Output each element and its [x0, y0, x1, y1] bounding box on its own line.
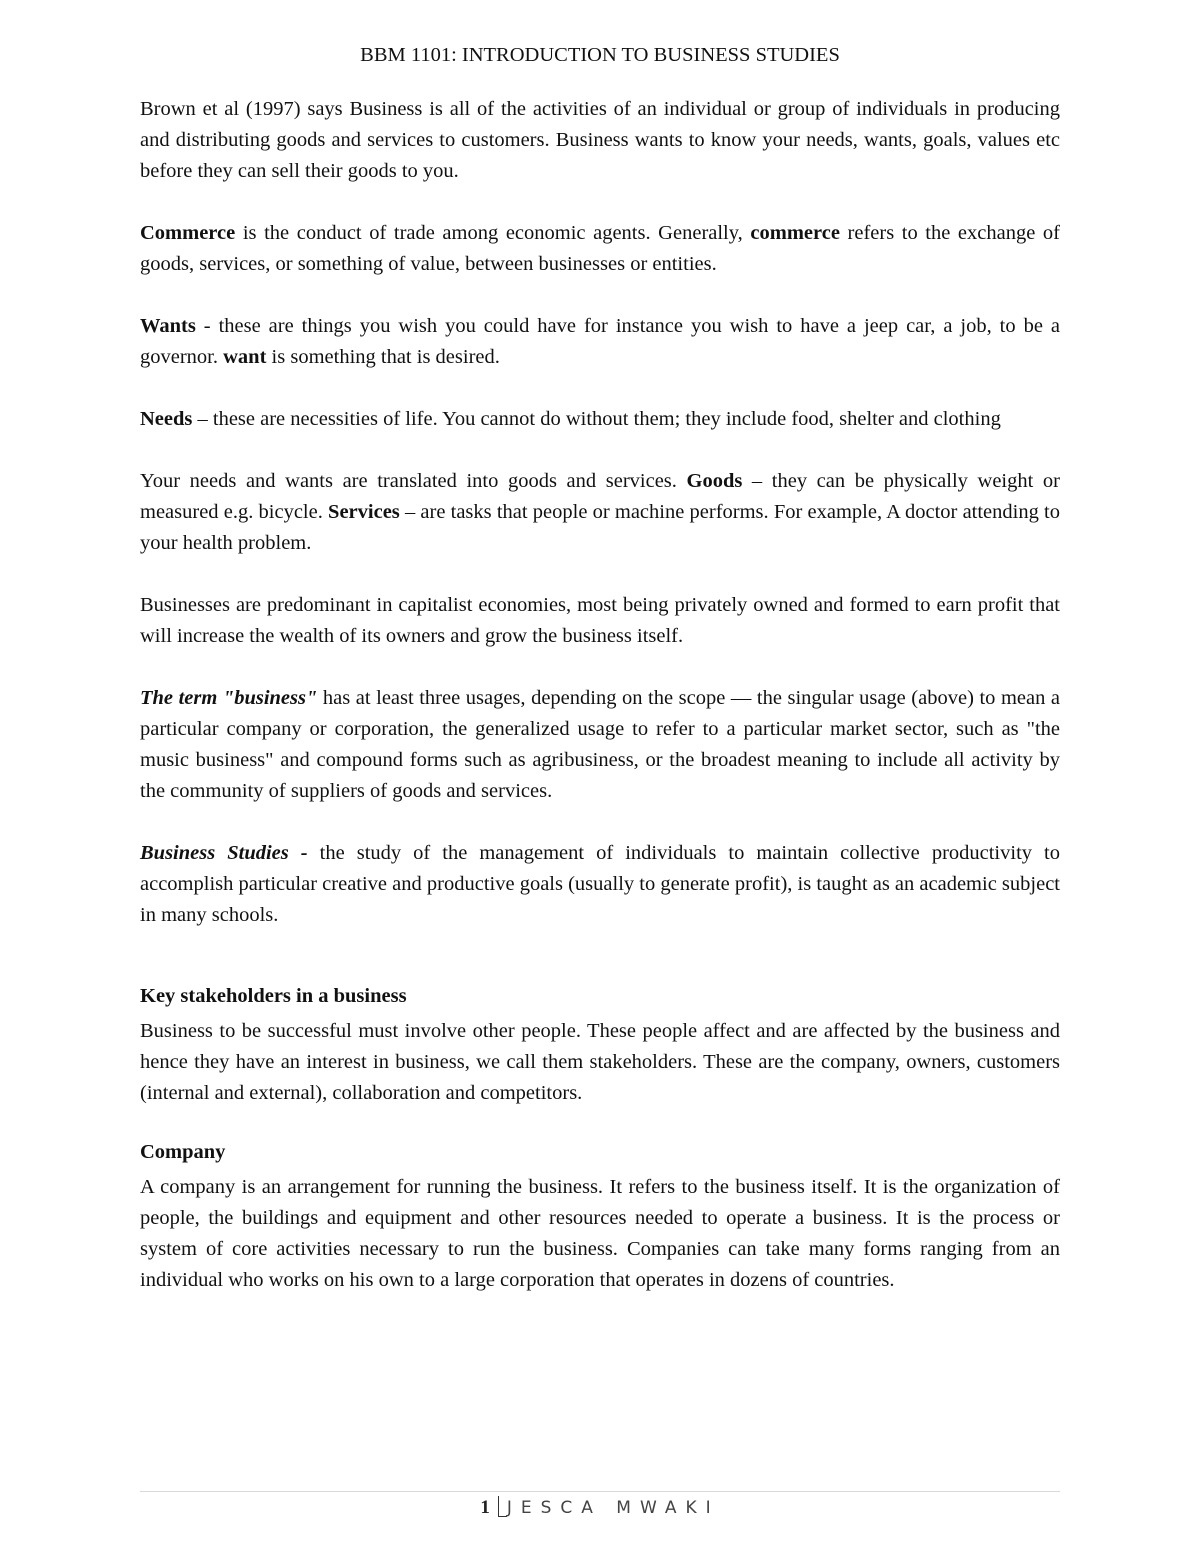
stakeholders-heading: Key stakeholders in a business — [140, 985, 407, 1007]
page-number: 1 — [480, 1497, 490, 1518]
footer-divider — [140, 1491, 1060, 1492]
goods-services-text-1: Your needs and wants are translated into goods and services. — [140, 470, 687, 492]
spacer — [140, 1109, 1060, 1137]
business-studies-text: the study of the management of individuals to maintain collective productivity to accomplish particular creative and productive goals (usually to generate profit), is taught as an academic subject in many schools. — [140, 842, 1060, 926]
needs-paragraph — [140, 404, 1060, 435]
commerce-text-2: refers to the exchange of goods, services, or something of value, between businesses or entities. — [140, 222, 1060, 275]
wants-text-2: is something that is desired. — [266, 346, 500, 368]
goods-services-text-2: – they can be physically weight or measured e.g. bicycle. — [140, 470, 1060, 523]
goods-services-paragraph — [140, 466, 1060, 559]
commerce-paragraph — [140, 218, 1060, 280]
company-heading: Company — [140, 1141, 226, 1163]
business-studies-paragraph — [140, 838, 1060, 931]
term-business-term: The term "business" — [140, 687, 318, 709]
document-page — [140, 40, 1060, 1296]
needs-text: – these are necessities of life. You cannot do without them; they include food, shelter and clothing — [192, 408, 1001, 430]
goods-services-text-3: – are tasks that people or machine performs. For example, A doctor attending to your health problem. — [140, 501, 1060, 554]
want-term: want — [223, 346, 267, 368]
goods-term: Goods — [686, 470, 743, 492]
term-business-paragraph — [140, 683, 1060, 807]
page-footer — [0, 1493, 1200, 1523]
term-business-text: has at least three usages, depending on the scope — the singular usage (above) to mean a particular company or corporation, the generalized usage to refer to a particular market sector, such as "the music business" and compound forms such as agribusiness, or the broadest meaning to include all activity by the community of suppliers of goods and services. — [140, 687, 1060, 802]
commerce-term-2: commerce — [750, 222, 840, 244]
businesses-paragraph: Businesses are predominant in capitalist economies, most being privately owned and formed to earn profit that will increase the wealth of its owners and grow the business itself. — [140, 594, 1060, 647]
wants-paragraph — [140, 311, 1060, 373]
intro-paragraph: Brown et al (1997) says Business is all of the activities of an individual or group of individuals in producing and distributing goods and services to customers. Business wants to know your needs, wants, goals, values etc before they can sell their goods to you. — [140, 98, 1060, 182]
commerce-text-1: is the conduct of trade among economic agents. Generally, — [235, 222, 751, 244]
wants-text-1: - these are things you wish you could have for instance you wish to have a jeep car, a job, to be a governor. — [140, 315, 1060, 368]
business-studies-term: Business Studies - — [140, 842, 308, 864]
footer-author: JESCA MWAKI — [506, 1498, 720, 1518]
services-term: Services — [328, 501, 400, 523]
stakeholders-paragraph: Business to be successful must involve other people. These people affect and are affected by the business and hence they have an interest in business, we call them stakeholders. These are the company, owners, customers (internal and external), collaboration and competitors. — [140, 1020, 1060, 1104]
needs-term: Needs — [140, 408, 193, 430]
wants-term: Wants — [140, 315, 196, 337]
spacer — [140, 931, 1060, 981]
footer-separator — [498, 1496, 507, 1517]
document-title: BBM 1101: INTRODUCTION TO BUSINESS STUDIES — [360, 44, 840, 66]
company-paragraph: A company is an arrangement for running the business. It refers to the business itself. It is the organization of people, the buildings and equipment and other resources needed to operate a business. It is the process or system of core activities necessary to run the business. Companies can take many forms ranging from an individual who works on his own to a large corporation that operates in dozens of countries. — [140, 1176, 1060, 1291]
commerce-term: Commerce — [140, 222, 236, 244]
